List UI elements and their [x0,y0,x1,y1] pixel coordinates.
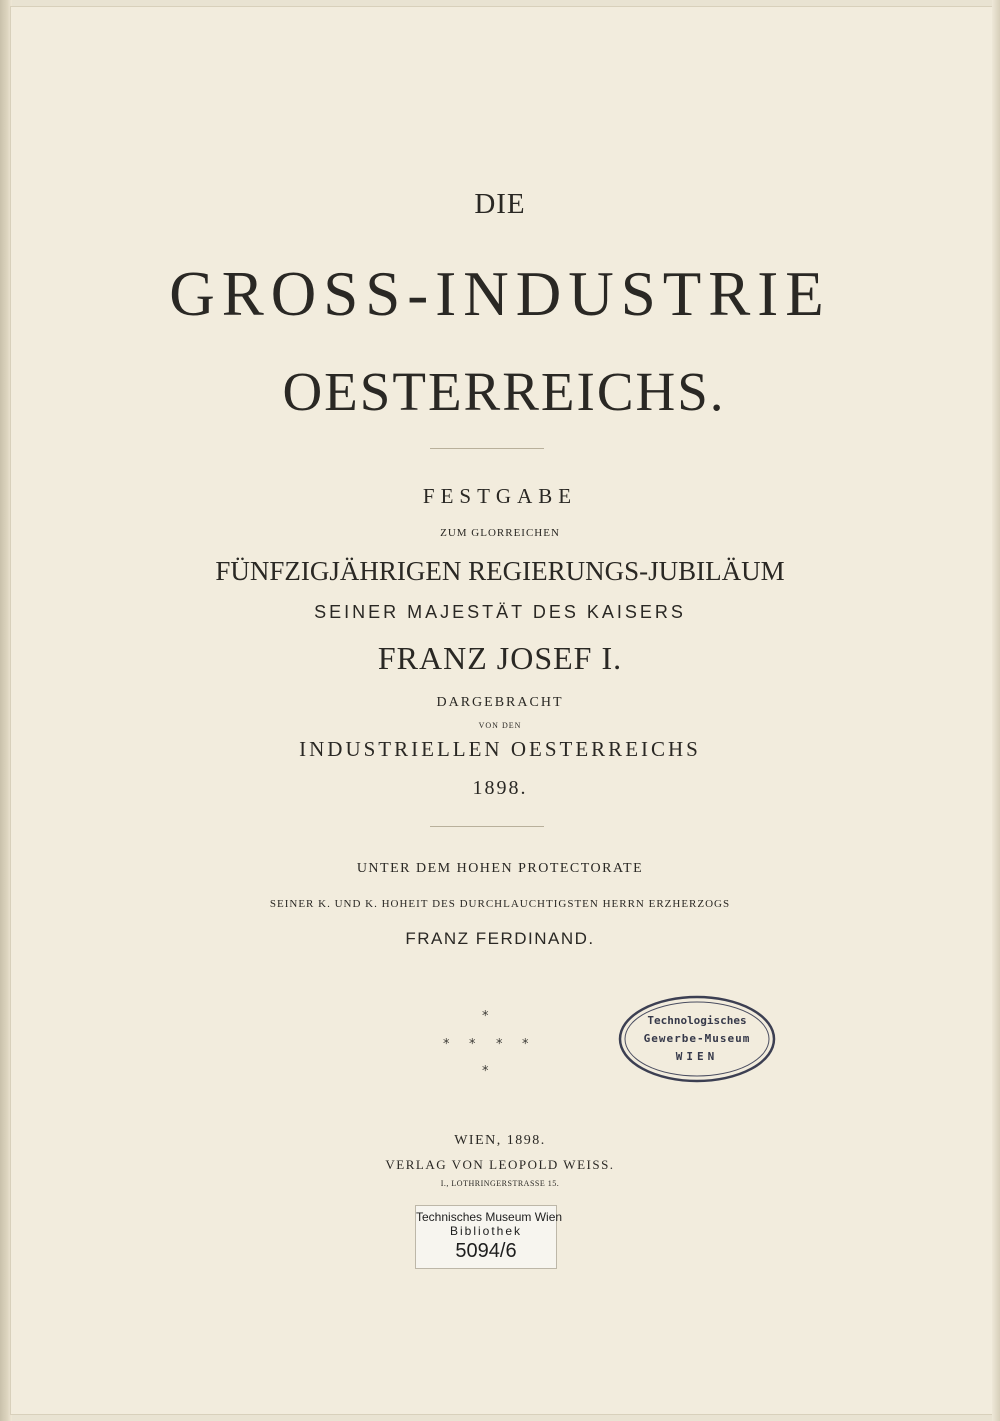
title-line-2: OESTERREICHS. [282,361,726,422]
stamp-line-2: Gewerbe-Museum [643,1032,751,1045]
title-die: DIE [474,188,526,220]
museum-stamp [617,994,777,1084]
hoheit-line: SEINER K. UND K. HOHEIT DES DURCHLAUCHTIGSTEN HERRN ERZHERZOGS [269,898,731,910]
shelfmark-number: 5094/6 [455,1240,517,1262]
stamp-line-1: Technologisches [647,1014,747,1027]
erzherzog-name: FRANZ FERDINAND. [405,929,595,948]
zum-glorreichen: ZUM GLORREICHEN [440,527,560,539]
ornament-star: * [522,1037,529,1052]
place-year-line: WIEN, 1898. [454,1133,546,1148]
protectorate-line: UNTER DEM HOHEN PROTECTORATE [356,861,644,876]
library-name: Technisches Museum Wien [416,1210,563,1224]
ornament-star: * [443,1037,450,1052]
industriellen-line: INDUSTRIELLEN OESTERREICHS [299,737,701,761]
stamp-line-3: WIEN [675,1050,719,1063]
divider-rule-2 [430,826,544,827]
dargebracht-line: DARGEBRACHT [436,695,564,710]
ornament-star: * [469,1037,476,1052]
ornament-star: * [482,1009,489,1024]
seiner-majestaet-line: SEINER MAJESTÄT DES KAISERS [314,602,686,622]
jubilaeum-line: FÜNFZIGJÄHRIGEN REGIERUNGS-JUBILÄUM [215,556,785,586]
ornament-star: * [482,1064,489,1079]
festgabe-heading: FESTGABE [422,484,578,508]
emperor-name: FRANZ JOSEF I. [377,640,623,676]
library-shelfmark-label [415,1205,563,1269]
divider-rule-1 [430,448,544,449]
von-den-line: VON DEN [478,721,522,730]
year-line: 1898. [472,777,528,799]
title-line-1: GROSS-INDUSTRIE [169,259,831,329]
library-department: Bibliothek [449,1224,523,1238]
address-line: I., LOTHRINGERSTRASSE 15. [440,1179,560,1188]
ornament-star: * [496,1037,503,1052]
publisher-line: VERLAG VON LEOPOLD WEISS. [385,1157,615,1172]
